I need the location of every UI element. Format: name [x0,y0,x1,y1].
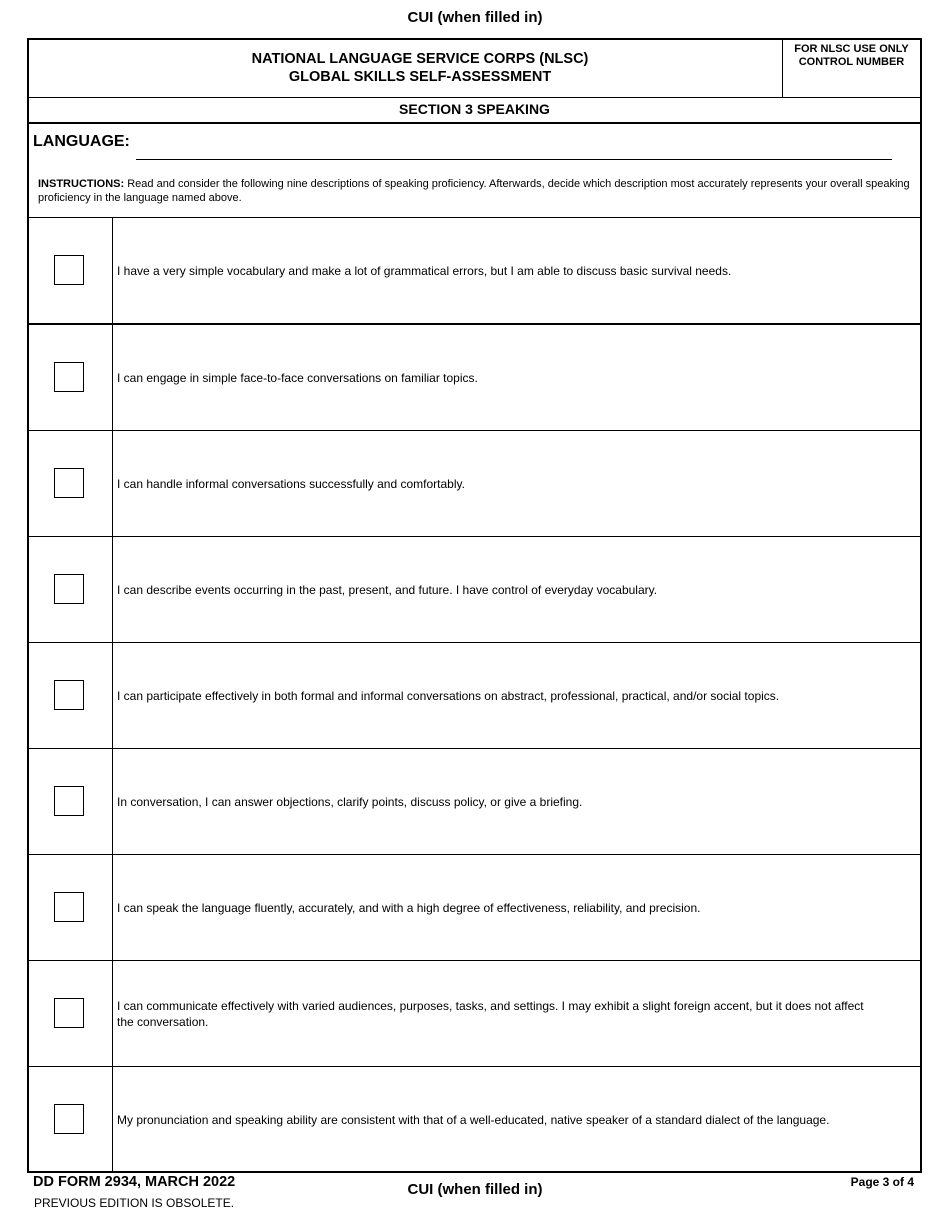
proficiency-row [29,1067,920,1173]
proficiency-description-9: My pronunciation and speaking ability are consistent with that of a well-educated, native speaker of a standard dialect of the language. [117,1113,830,1127]
proficiency-row [29,749,920,855]
proficiency-row [29,431,920,537]
section-title: SECTION 3 SPEAKING [29,97,920,124]
checkbox-cell [29,749,113,854]
checkbox-cell [29,855,113,960]
instructions [38,177,918,205]
checkbox-cell [29,325,113,430]
checkbox-cell [29,643,113,748]
language-input-line[interactable] [136,159,892,160]
proficiency-checkbox-5[interactable] [54,680,84,710]
proficiency-checkbox-2[interactable] [54,362,84,392]
form-header [29,40,920,98]
proficiency-row [29,218,920,325]
proficiency-description-8: I can communicate effectively with varied audiences, purposes, tasks, and settings. I may exhibit a slight foreign accent, but it does not affect the conversation. [117,998,864,1029]
language-label: LANGUAGE: [33,133,130,150]
proficiency-row [29,855,920,961]
proficiency-row [29,961,920,1067]
proficiency-checkbox-8[interactable] [54,998,84,1028]
cui-marking-top: CUI (when filled in) [407,9,543,26]
proficiency-description-7: I can speak the language fluently, accurately, and with a high degree of effectiveness, reliability, and precision. [117,900,701,915]
form-identifier: DD FORM 2934, MARCH 2022 [33,1174,236,1190]
proficiency-checkbox-7[interactable] [54,892,84,922]
proficiency-row [29,537,920,643]
proficiency-description-5: I can participate effectively in both formal and informal conversations on abstract, professional, practical, and/or social topics. [117,688,780,703]
control-label-line-2: CONTROL NUMBER [798,56,905,68]
checkbox-cell [29,218,113,323]
control-number-box[interactable] [782,40,920,97]
form-title-line-1: NATIONAL LANGUAGE SERVICE CORPS (NLSC) [251,51,589,67]
proficiency-description-3: I can handle informal conversations successfully and comfortably. [117,476,465,491]
page-number: Page 3 of 4 [850,1175,914,1189]
proficiency-row [29,643,920,749]
checkbox-cell [29,1067,113,1173]
form-frame [27,38,922,1173]
checkbox-cell [29,537,113,642]
proficiency-row [29,325,920,431]
proficiency-checkbox-6[interactable] [54,786,84,816]
proficiency-description-1: I have a very simple vocabulary and make a lot of grammatical errors, but I am able to discuss basic survival needs. [117,263,732,278]
proficiency-checkbox-3[interactable] [54,468,84,498]
proficiency-description-4: I can describe events occurring in the past, present, and future. I have control of everyday vocabulary. [117,582,658,597]
previous-edition-note: PREVIOUS EDITION IS OBSOLETE. [34,1196,235,1210]
form-title [29,50,811,86]
proficiency-description-6: In conversation, I can answer objections, clarify points, discuss policy, or give a briefing. [117,794,583,809]
form-title-line-2: GLOBAL SKILLS SELF-ASSESSMENT [288,69,552,85]
proficiency-checkbox-9[interactable] [54,1104,84,1134]
instructions-label: INSTRUCTIONS: [38,178,125,190]
checkbox-cell [29,961,113,1066]
checkbox-cell [29,431,113,536]
proficiency-list [29,217,920,1173]
proficiency-description-2: I can engage in simple face-to-face conversations on familiar topics. [117,370,478,385]
proficiency-checkbox-1[interactable] [54,255,84,285]
cui-marking-bottom: CUI (when filled in) [407,1181,543,1198]
proficiency-checkbox-4[interactable] [54,574,84,604]
instructions-text: Read and consider the following nine descriptions of speaking proficiency. Afterwards, decide which description most accurately represents your overall speaking proficiency in the language named above. [38,178,910,204]
control-label-line-1: FOR NLSC USE ONLY [794,43,909,55]
